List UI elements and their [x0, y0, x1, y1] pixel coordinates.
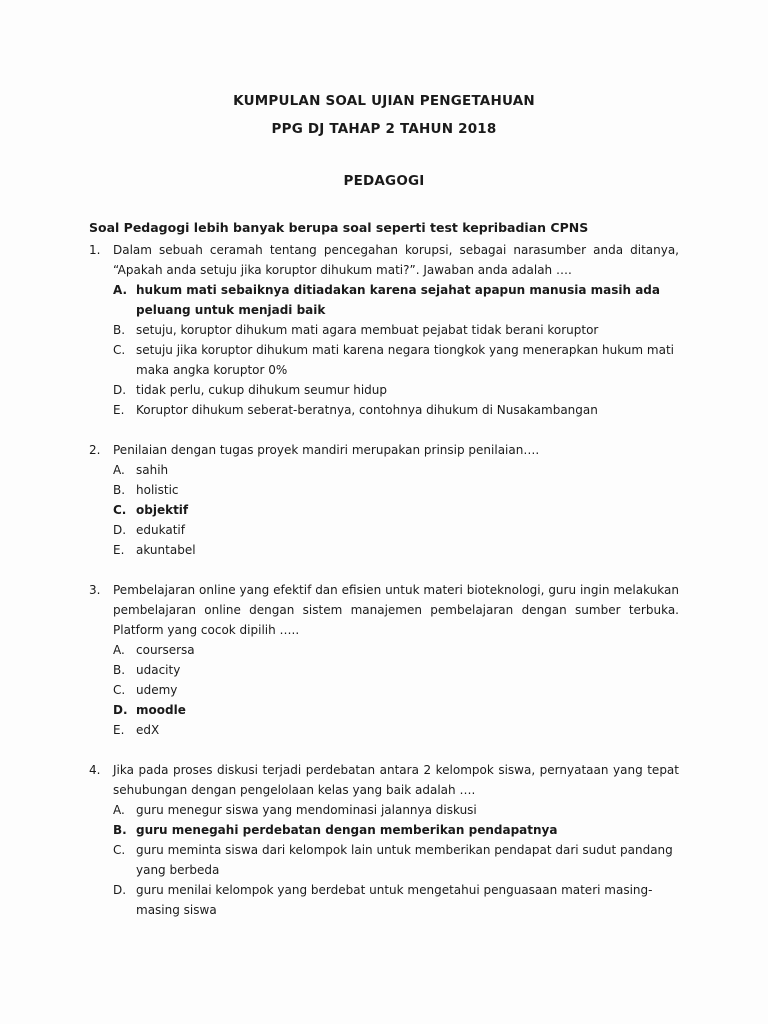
option-item — [113, 800, 679, 820]
question-text: Jika pada proses diskusi terjadi perdebatan antara 2 kelompok siswa, pernyataan yang tepat sehubungan dengan pengelolaan kelas yang baik adalah …. — [113, 763, 679, 797]
option-item — [113, 320, 679, 340]
option-text: coursersa — [136, 643, 195, 657]
question-list — [89, 240, 679, 920]
section-heading: PEDAGOGI — [343, 173, 425, 189]
option-text: udemy — [136, 683, 178, 697]
question-number: 2. — [89, 443, 101, 457]
question-text: Pembelajaran online yang efektif dan efisien untuk materi bioteknologi, guru ingin melakukan pembelajaran online dengan sistem manajemen pembelajaran dengan sumber terbuka. Platform yang cocok dipilih ….. — [113, 583, 679, 637]
option-letter: A. — [113, 283, 128, 297]
option-list — [113, 640, 679, 740]
option-text: Koruptor dihukum seberat-beratnya, contohnya dihukum di Nusakambangan — [136, 403, 598, 417]
option-item — [113, 520, 679, 540]
option-letter: A. — [113, 643, 125, 657]
question-number: 1. — [89, 243, 101, 257]
option-letter: B. — [113, 323, 126, 337]
option-item — [113, 680, 679, 700]
option-item — [113, 840, 679, 880]
option-letter: D. — [113, 703, 128, 717]
option-item — [113, 640, 679, 660]
option-letter: A. — [113, 463, 125, 477]
document-title: KUMPULAN SOAL UJIAN PENGETAHUAN — [233, 93, 535, 109]
option-letter: C. — [113, 843, 126, 857]
option-text: tidak perlu, cukup dihukum seumur hidup — [136, 383, 388, 397]
option-letter: E. — [113, 723, 125, 737]
question-4 — [89, 760, 679, 920]
option-item — [113, 540, 679, 560]
option-letter: D. — [113, 883, 127, 897]
option-text: holistic — [136, 483, 179, 497]
option-text: setuju, koruptor dihukum mati agara membuat pejabat tidak berani koruptor — [136, 323, 599, 337]
option-letter: C. — [113, 503, 127, 517]
option-item — [113, 340, 679, 380]
option-text: moodle — [136, 703, 186, 717]
option-letter: A. — [113, 803, 125, 817]
option-item — [113, 400, 679, 420]
question-2 — [89, 440, 679, 560]
option-letter: E. — [113, 543, 125, 557]
option-letter: B. — [113, 823, 127, 837]
option-text: hukum mati sebaiknya ditiadakan karena sejahat apapun manusia masih ada peluang untuk menjadi baik — [136, 283, 660, 317]
option-item — [113, 660, 679, 680]
option-item — [113, 720, 679, 740]
option-letter: B. — [113, 663, 126, 677]
option-item — [113, 380, 679, 400]
option-letter: E. — [113, 403, 125, 417]
option-text: akuntabel — [136, 543, 196, 557]
option-letter: D. — [113, 523, 127, 537]
option-text: guru menegur siswa yang mendominasi jalannya diskusi — [136, 803, 477, 817]
option-item — [113, 880, 679, 920]
question-1 — [89, 240, 679, 420]
option-item — [113, 500, 679, 520]
option-letter: C. — [113, 683, 126, 697]
option-text: edukatif — [136, 523, 185, 537]
option-letter: D. — [113, 383, 127, 397]
option-list — [113, 460, 679, 560]
option-item — [113, 820, 679, 840]
option-list — [113, 800, 679, 920]
option-item — [113, 480, 679, 500]
option-item — [113, 280, 679, 320]
option-text: setuju jika koruptor dihukum mati karena negara tiongkok yang menerapkan hukum mati maka angka koruptor 0% — [136, 343, 674, 377]
option-text: guru menegahi perdebatan dengan memberikan pendapatnya — [136, 823, 558, 837]
option-text: guru meminta siswa dari kelompok lain untuk memberikan pendapat dari sudut pandang yang berbeda — [136, 843, 673, 877]
intro-text: Soal Pedagogi lebih banyak berupa soal seperti test kepribadian CPNS — [89, 220, 589, 235]
option-text: objektif — [136, 503, 189, 517]
question-number: 4. — [89, 763, 101, 777]
option-text: udacity — [136, 663, 181, 677]
question-number: 3. — [89, 583, 101, 597]
option-list — [113, 280, 679, 420]
document-subtitle: PPG DJ TAHAP 2 TAHUN 2018 — [271, 121, 497, 137]
question-text: Dalam sebuah ceramah tentang pencegahan korupsi, sebagai narasumber anda ditanya, “Apakah anda setuju jika koruptor dihukum mati?”. Jawaban anda adalah …. — [113, 243, 679, 277]
question-3 — [89, 580, 679, 740]
option-text: sahih — [136, 463, 169, 477]
option-item — [113, 460, 679, 480]
option-text: guru menilai kelompok yang berdebat untuk mengetahui penguasaan materi masing-masing siswa — [136, 883, 653, 917]
option-letter: B. — [113, 483, 126, 497]
option-item — [113, 700, 679, 720]
option-letter: C. — [113, 343, 126, 357]
option-text: edX — [136, 723, 160, 737]
question-text: Penilaian dengan tugas proyek mandiri merupakan prinsip penilaian…. — [113, 443, 540, 457]
